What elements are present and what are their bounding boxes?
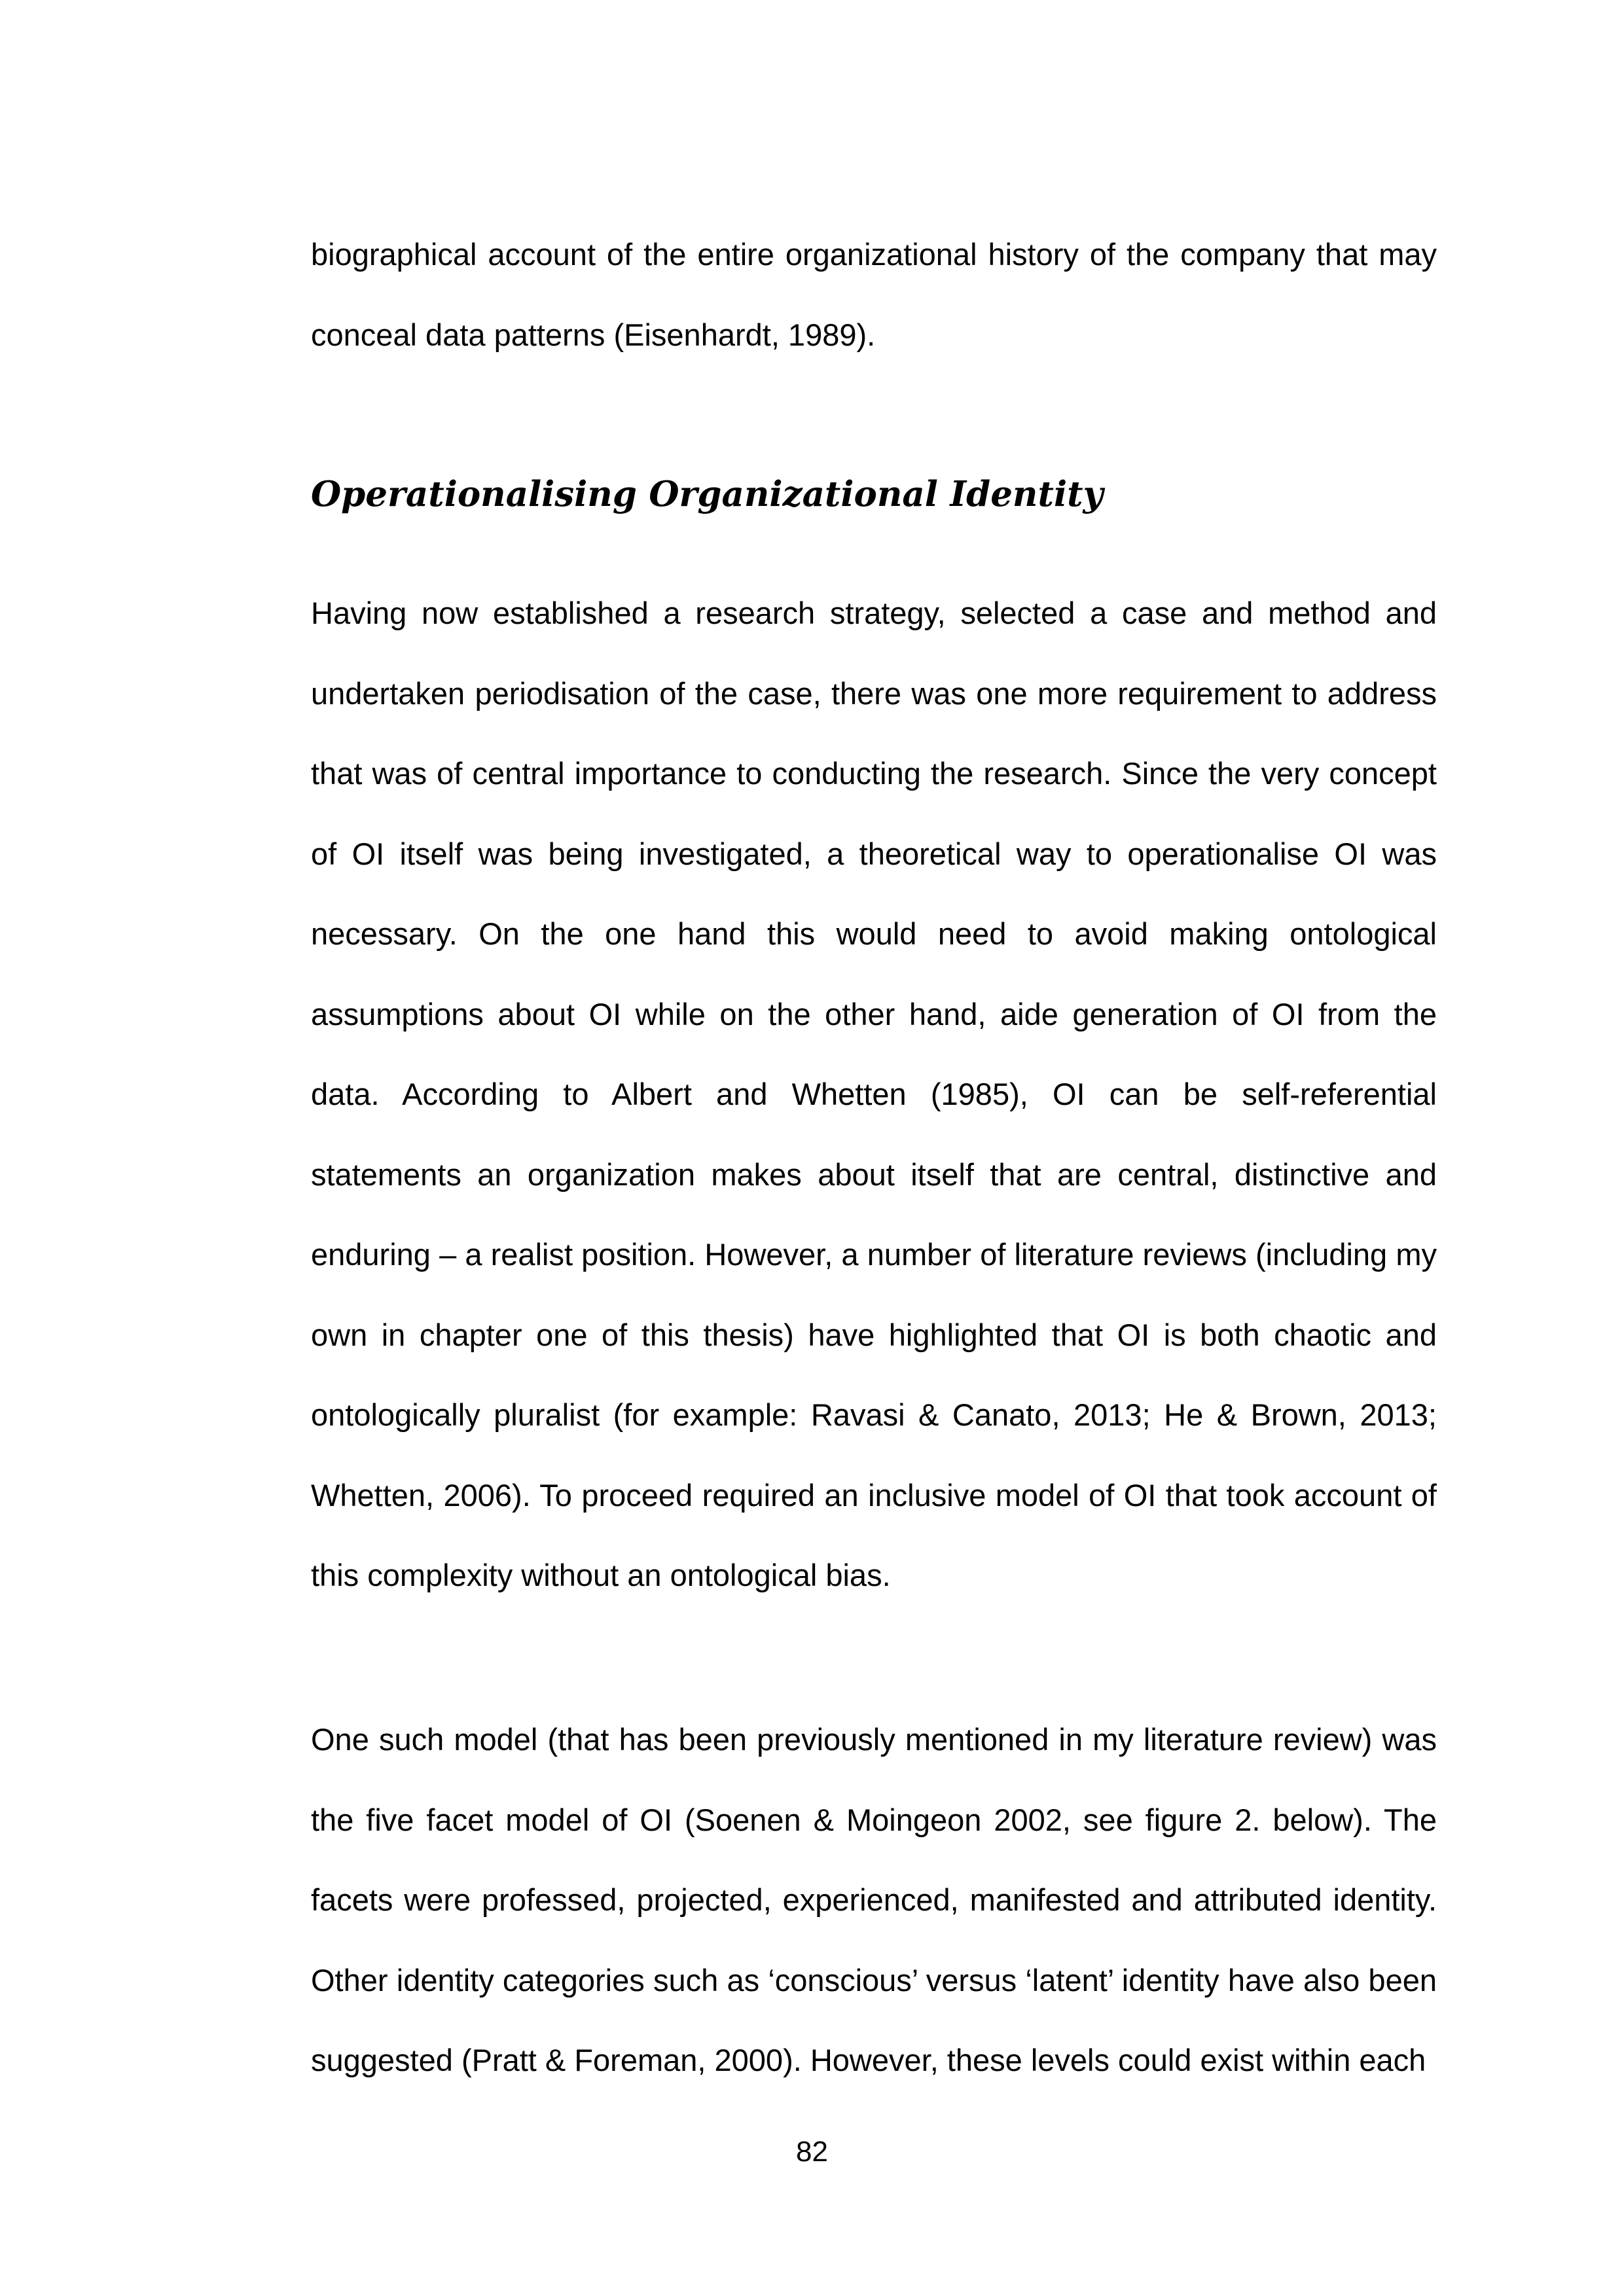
section-heading: Operationalising Organizational Identity — [311, 474, 1104, 514]
paragraph-five-facet-model: One such model (that has been previously mentioned in my literature review) was the five facet model of OI (Soenen & Moingeon 2002, see figure 2. below). The facets were professed, projected, experienced, manifested and attributed identity. Other identity categories such as ‘conscious’ versus ‘latent’ identity have also been suggested (Pratt & Foreman, 2000). However, these levels could exist within each — [311, 1722, 1437, 2077]
page-number: 82 — [796, 2136, 828, 2168]
paragraph-intro: biographical account of the entire organizational history of the company that may conceal data patterns (Eisenhardt, 1989). — [311, 237, 1437, 352]
paragraph-operationalising: Having now established a research strategy, selected a case and method and undertaken periodisation of the case, there was one more requirement to address that was of central importance to conducting the research. Since the very concept of OI itself was being investigated, a theoretical way to operationalise OI was necessary. On the one hand this would need to avoid making ontological assumptions about OI while on the other hand, aide generation of OI from the data. According to Albert and Whetten (1985), OI can be self-referential statements an organization makes about itself that are central, distinctive and enduring – a realist position. However, a number of literature reviews (including my own in chapter one of this thesis) have highlighted that OI is both chaotic and ontologically pluralist (for example: Ravasi & Canato, 2013; He & Brown, 2013; Whetten, 2006). To proceed required an inclusive model of OI that took account of this complexity without an ontological bias. — [311, 596, 1437, 1592]
